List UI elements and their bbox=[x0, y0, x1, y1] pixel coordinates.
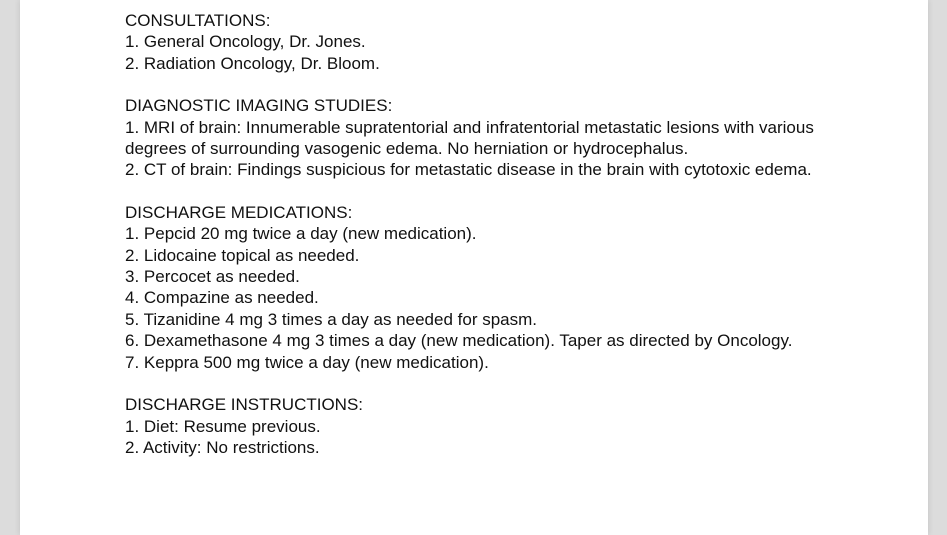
list-item: 1. Pepcid 20 mg twice a day (new medication). bbox=[125, 224, 477, 244]
section-heading: DISCHARGE MEDICATIONS: bbox=[125, 202, 353, 222]
section-heading: DIAGNOSTIC IMAGING STUDIES: bbox=[125, 96, 393, 116]
document-body bbox=[125, 10, 815, 479]
list-item: 2. Activity: No restrictions. bbox=[125, 437, 320, 457]
section-list bbox=[125, 117, 815, 181]
section-consultations bbox=[125, 10, 815, 74]
section-heading: CONSULTATIONS: bbox=[125, 11, 271, 30]
document-page bbox=[20, 0, 928, 535]
list-item: 1. MRI of brain: Innumerable supratentorial and infratentorial metastatic lesions with various degrees of surrounding vasogenic edema. No herniation or hydrocephalus. bbox=[125, 117, 814, 159]
section-discharge-instructions bbox=[125, 394, 815, 458]
section-discharge-medications bbox=[125, 202, 815, 373]
list-item: 3. Percocet as needed. bbox=[125, 267, 300, 287]
list-item: 7. Keppra 500 mg twice a day (new medication). bbox=[125, 352, 489, 372]
list-item: 2. Lidocaine topical as needed. bbox=[125, 245, 360, 265]
list-item: 4. Compazine as needed. bbox=[125, 288, 319, 308]
list-item: 2. Radiation Oncology, Dr. Bloom. bbox=[125, 53, 380, 73]
list-item: 1. Diet: Resume previous. bbox=[125, 416, 321, 436]
list-item: 2. CT of brain: Findings suspicious for metastatic disease in the brain with cytotoxic edema. bbox=[125, 160, 812, 180]
section-heading: DISCHARGE INSTRUCTIONS: bbox=[125, 395, 364, 415]
list-item: 6. Dexamethasone 4 mg 3 times a day (new medication). Taper as directed by Oncology. bbox=[125, 331, 793, 351]
section-list bbox=[125, 223, 815, 373]
section-list bbox=[125, 31, 815, 74]
section-diagnostic-imaging bbox=[125, 95, 815, 181]
list-item: 1. General Oncology, Dr. Jones. bbox=[125, 32, 366, 52]
list-item: 5. Tizanidine 4 mg 3 times a day as needed for spasm. bbox=[125, 309, 538, 329]
section-list bbox=[125, 416, 815, 459]
